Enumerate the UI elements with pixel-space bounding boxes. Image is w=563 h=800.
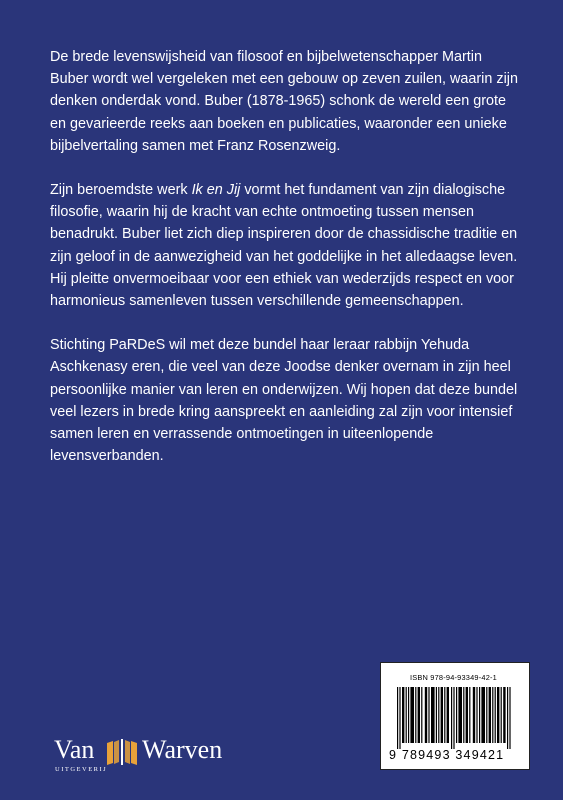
publisher-tagline: UITGEVERIJ <box>55 766 108 773</box>
p2-body: vormt het fundament van zijn dialogische filosofie, waarin hij de kracht van echte ontmoeting tussen mensen benadrukt. Buber liet zich diep inspireren door de chassidische traditie en zijn geloof in de aanwezigheid van het goddelijke in het alledaagse leven. Hij pleitte onvermoeibaar voor een ethiek van wederzijds respect en voor harmonieus samenleven tussen verschillende gemeenschappen. <box>50 182 518 310</box>
publisher-logo <box>54 733 234 773</box>
p2-intro: Zijn beroemdste werk <box>50 182 192 199</box>
blurb-paragraph-2 <box>50 179 520 312</box>
book-title-ik-en-jij: Ik en Jij <box>191 182 241 199</box>
isbn-label: ISBN 978-94-93349-42-1 <box>410 673 497 682</box>
blurb-paragraph-1: De brede levenswijsheid van filosoof en bijbelwetenschapper Martin Buber wordt wel vergeleken met een gebouw op zeven zuilen, waarin zijn denken onderdak vond. Buber (1878-1965) schonk de wereld een grote en gevarieerde reeks aan boeken en publicaties, waaronder een unieke bijbelvertaling samen met Franz Rosenzweig. <box>50 49 518 154</box>
blurb-paragraph-3: Stichting PaRDeS wil met deze bundel haar leraar rabbijn Yehuda Aschkenasy eren, die veel van deze Joodse denker overnam in zijn heel persoonlijke manier van leren en onderwijzen. Wij hopen dat deze bundel veel lezers in brede kring aanspreekt en aanleiding zal zijn voor intensief samen leren en verrassende ontmoetingen in uiteenlopende levensverbanden. <box>50 337 518 465</box>
open-book-icon <box>103 737 141 767</box>
isbn-barcode <box>380 662 530 770</box>
barcode-bars <box>391 687 519 749</box>
barcode-digits: 9 789493 349421 <box>389 748 505 762</box>
publisher-name-warven: Warven <box>142 735 223 764</box>
blurb <box>50 46 520 489</box>
publisher-name-van: Van <box>54 735 95 764</box>
